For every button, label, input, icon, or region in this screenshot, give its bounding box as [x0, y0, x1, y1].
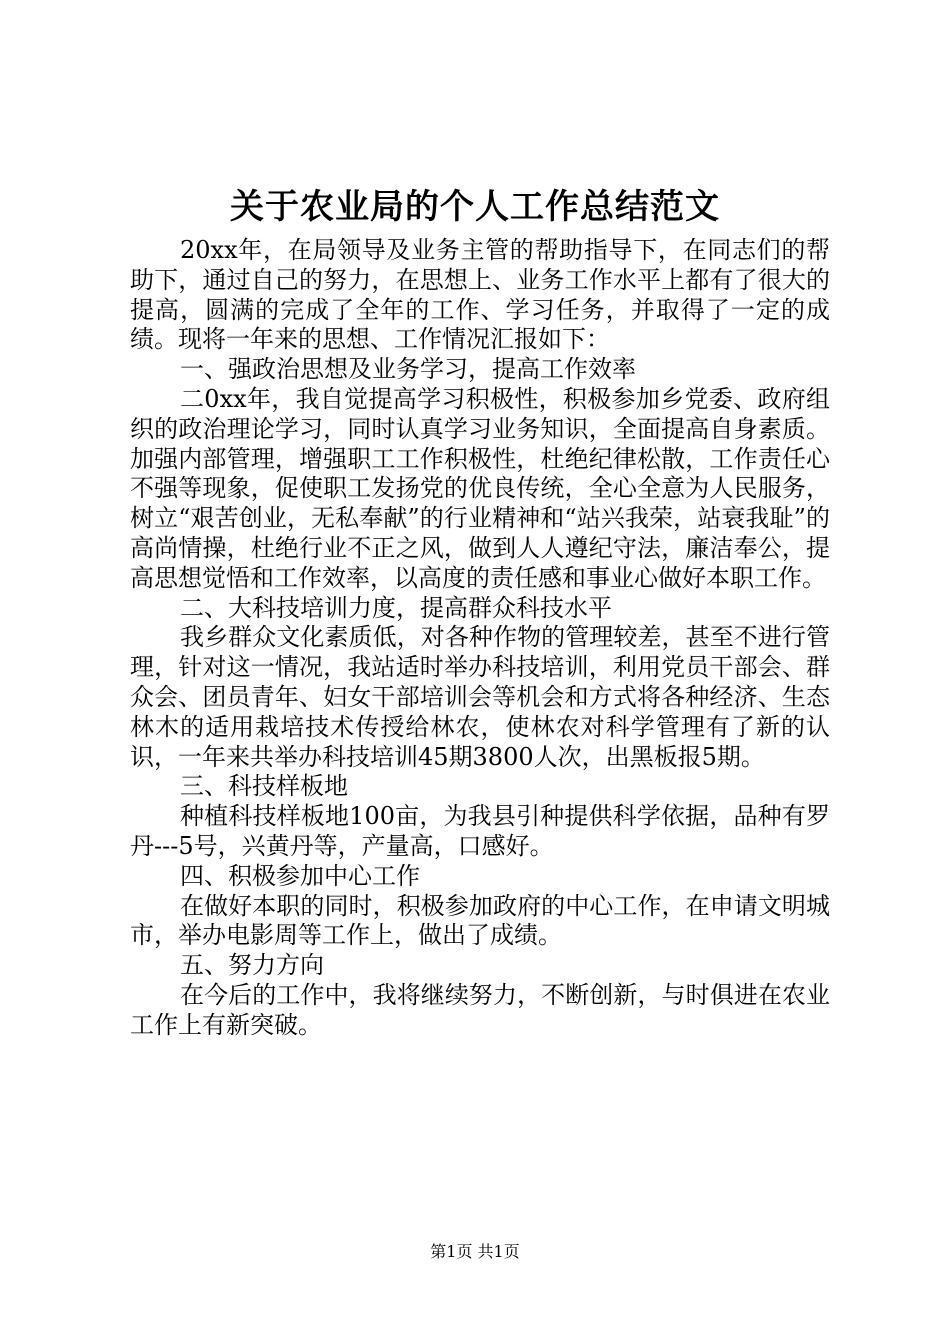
section-heading-5: 五、努力方向 [180, 951, 324, 980]
section-paragraph-2: 我乡群众文化素质低，对各种作物的管理较差，甚至不进行管理，针对这一情况，我站适时举办科技培训，利用党员干部会、群众会、团员青年、妇女干部培训会等机会和方式将各种经济、生态林木的适用栽培技术传授给林农，使林农对科学管理有了新的认识，一年来共举办科技培训45期3800人次，出黑板报5期。 [130, 623, 830, 771]
section-heading-3: 三、科技样板地 [180, 772, 348, 801]
section-heading-4: 四、积极参加中心工作 [180, 861, 420, 890]
intro-paragraph: 20xx年，在局领导及业务主管的帮助指导下，在同志们的帮助下，通过自己的努力，在思想上、业务工作水平上都有了很大的提高，圆满的完成了全年的工作、学习任务，并取得了一定的成绩。现将一年来的思想、工作情况汇报如下： [130, 236, 830, 354]
section-paragraph-3: 种植科技样板地100亩，为我县引种提供科学依据，品种有罗丹---5号，兴黄丹等，产量高，口感好。 [130, 802, 830, 860]
page-number-footer: 第1页 共1页 [430, 1242, 520, 1261]
section-paragraph-4: 在做好本职的同时，积极参加政府的中心工作，在申请文明城市，举办电影周等工作上，做出了成绩。 [130, 891, 830, 950]
section-paragraph-1: 二0xx年，我自觉提高学习积极性，积极参加乡党委、政府组织的政治理论学习，同时认真学习业务知识，全面提高自身素质。加强内部管理，增强职工工作积极性，杜绝纪律松散，工作责任心不强等现象，促使职工发扬党的优良传统，全心全意为人民服务，树立“艰苦创业，无私奉献”的行业精神和“站兴我荣，站衰我耻”的高尚情操，杜绝行业不正之风，做到人人遵纪守法，廉洁奉公，提高思想觉悟和工作效率，以高度的责任感和事业心做好本职工作。 [130, 384, 830, 592]
section-heading-1: 一、强政治思想及业务学习，提高工作效率 [180, 355, 636, 384]
document-title: 关于农业局的个人工作总结范文 [230, 187, 720, 227]
section-paragraph-5: 在今后的工作中，我将继续努力，不断创新，与时俱进在农业工作上有新突破。 [130, 980, 830, 1039]
document-body [130, 236, 830, 1041]
section-heading-2: 二、大科技培训力度，提高群众科技水平 [180, 593, 612, 622]
